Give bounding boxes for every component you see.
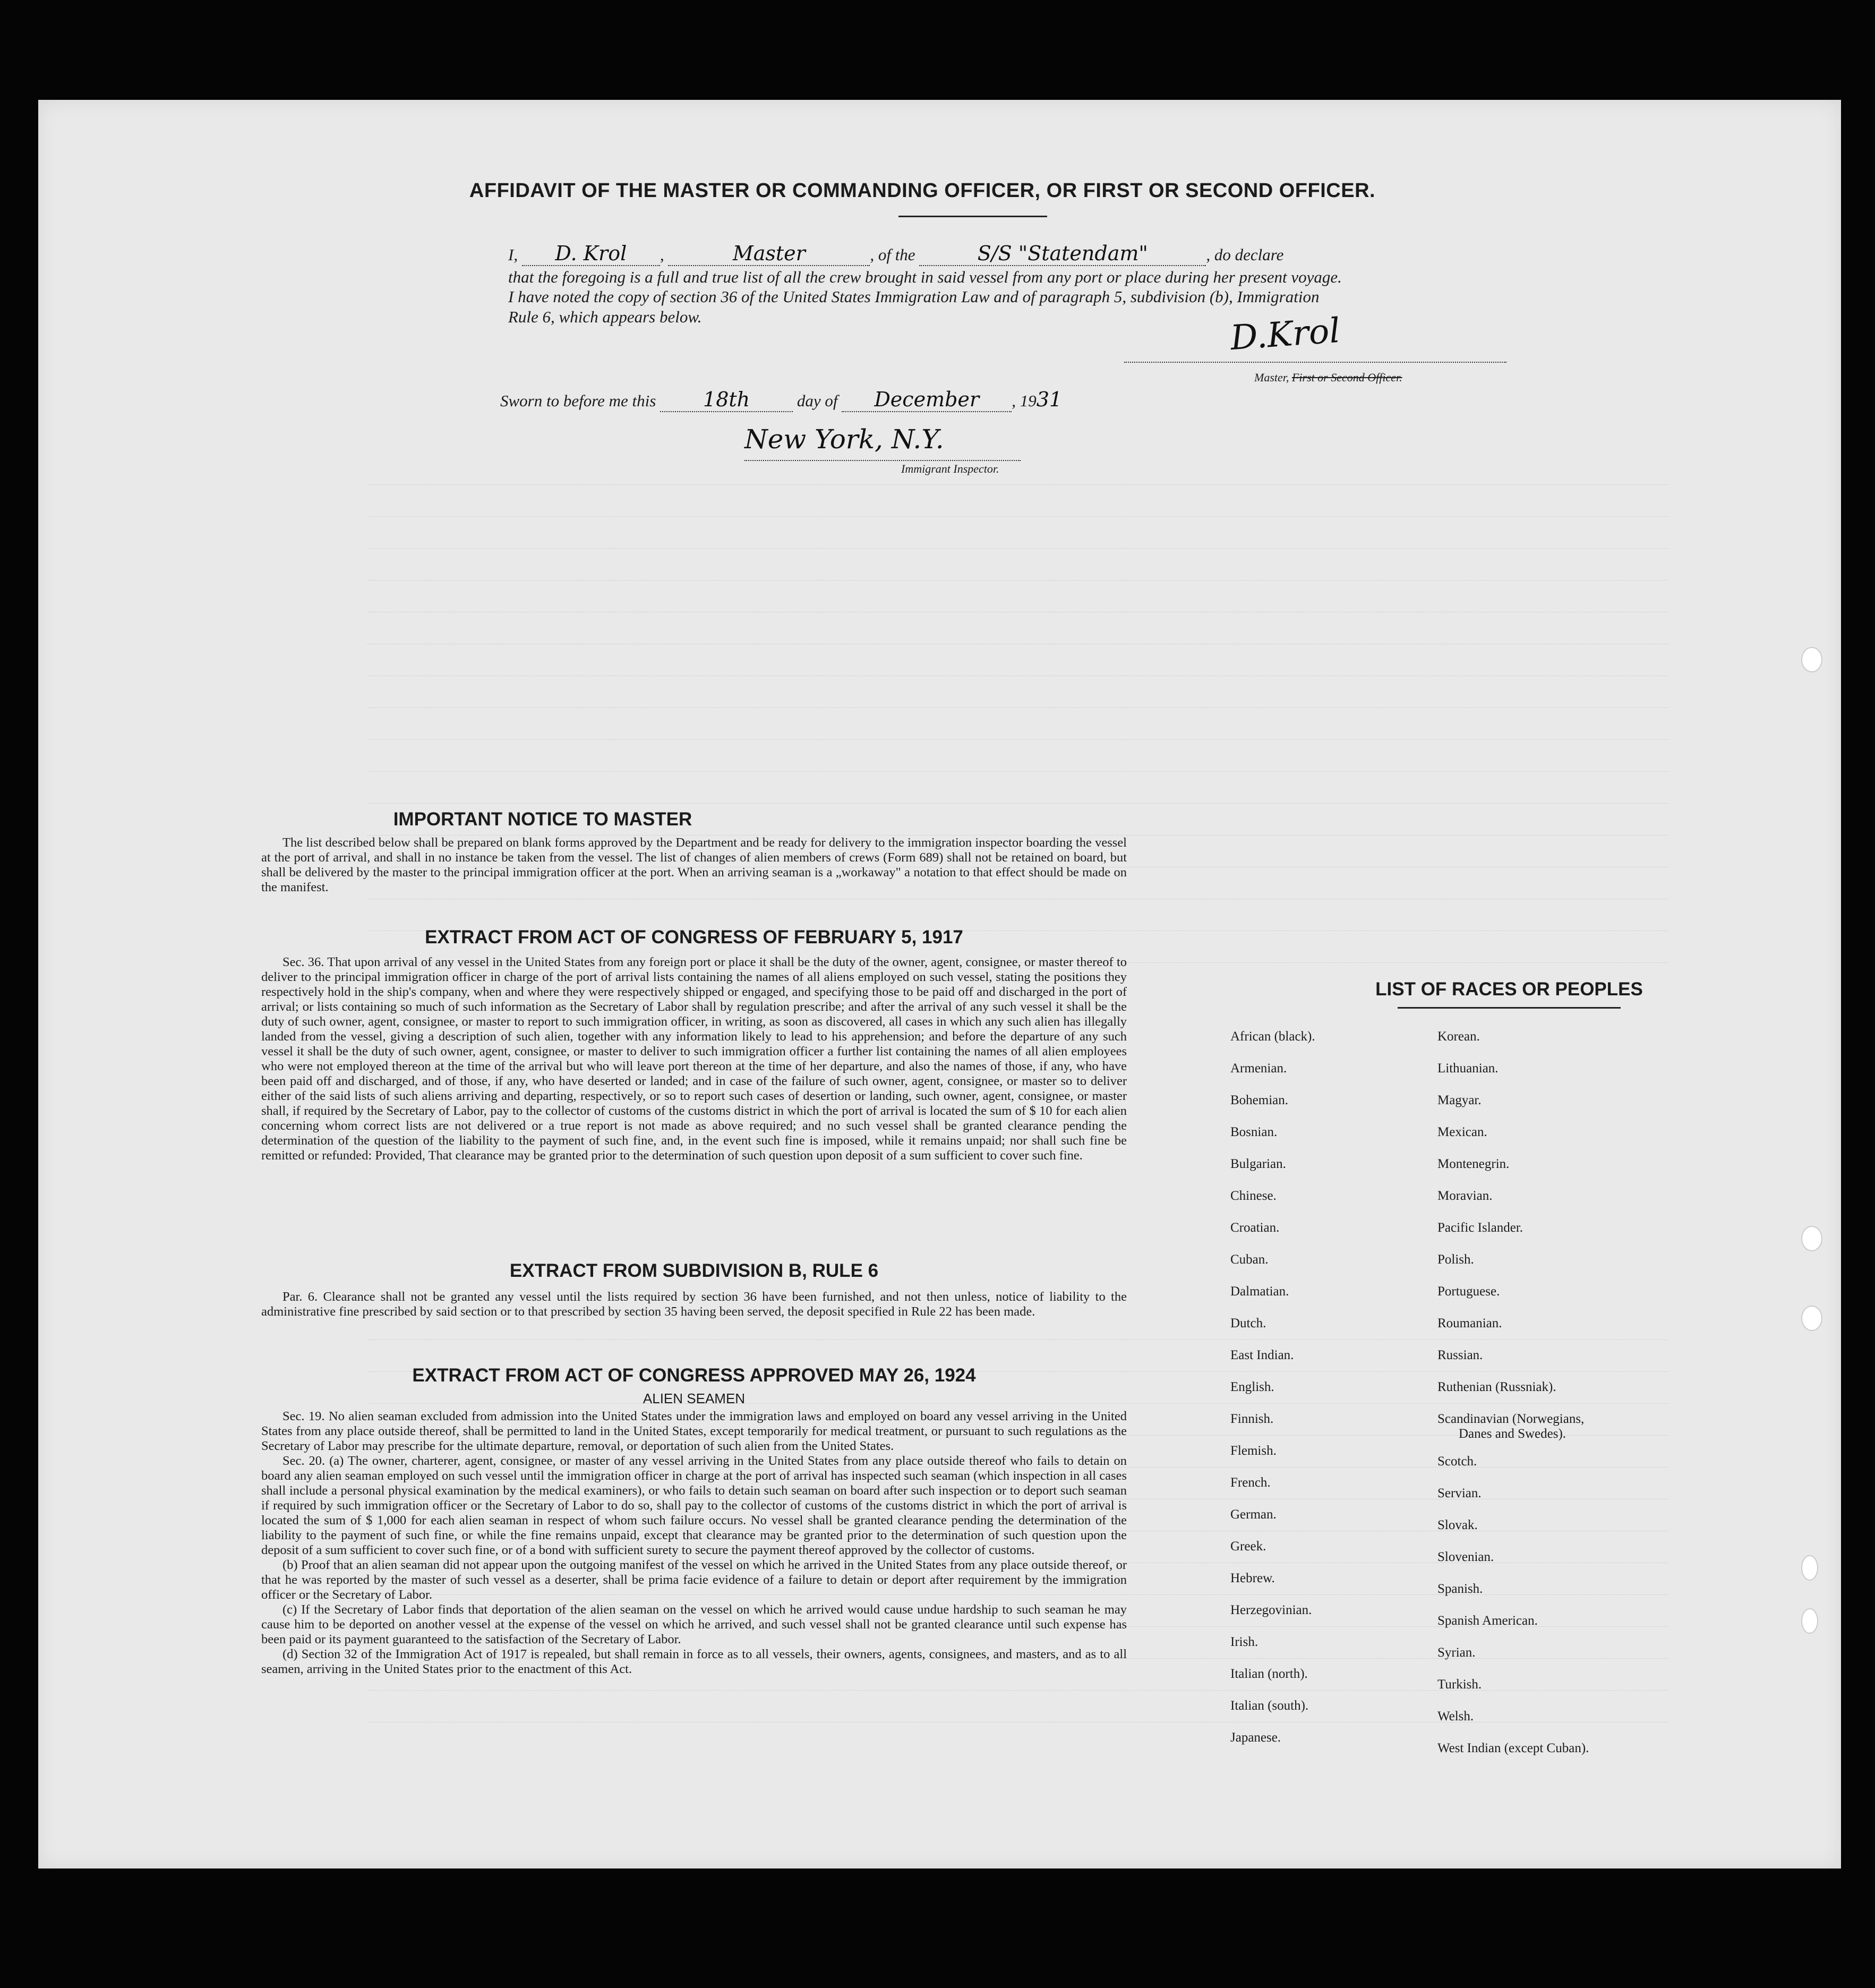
race-item: Spanish.: [1437, 1582, 1483, 1596]
notice-heading: IMPORTANT NOTICE TO MASTER: [393, 809, 692, 830]
extract-1924-sec19: Sec. 19. No alien seaman excluded from admission into the United States under the immigration laws and employed on board any vessel arriving in the United States from any place outside thereof, shall be permitted to land in the United States, except temporarily for medical treatment, or pursuant to such regulations as the Secretary of Labor may prescribe for the ultimate departure, removal, or deportation of such alien from the United States.: [261, 1409, 1127, 1453]
race-item: Russian.: [1437, 1348, 1483, 1362]
extract-1924-sec20d: (d) Section 32 of the Immigration Act of 1917 is repealed, but shall remain in force as to all vessels, their owners, agents, consignees, and masters, and as to all seamen, arriving in the United States prior to the enactment of this Act.: [261, 1647, 1127, 1676]
race-item: Scandinavian (Norwegians,: [1437, 1412, 1585, 1426]
race-item: Syrian.: [1437, 1645, 1476, 1660]
affidavit-line-1: [508, 243, 1283, 266]
race-item: English.: [1230, 1380, 1274, 1394]
sworn-place: New York, N.Y.: [744, 424, 944, 455]
rule6-text: Par. 6. Clearance shall not be granted any vessel until the lists required by section 36 have been furnished, and not then unless, notice of liability to the administrative fine prescribed by said section or to that prescribed by section 35 having been served, the deposit specified in Rule 22 has been made.: [261, 1290, 1127, 1319]
rule6-text-block: [261, 1290, 1127, 1319]
race-item: Cuban.: [1230, 1252, 1269, 1267]
document-sheet: [38, 100, 1841, 1868]
affidavit-prefix: I,: [508, 245, 518, 264]
race-item: Armenian.: [1230, 1061, 1287, 1076]
affidavit-of-the: , of the: [870, 245, 915, 264]
vessel-name: S/S "Statendam": [977, 242, 1148, 265]
race-item: Herzegovinian.: [1230, 1603, 1312, 1617]
races-right-column: [1437, 1029, 1767, 1858]
race-item: Spanish American.: [1437, 1614, 1538, 1628]
inspector-label: Immigrant Inspector.: [901, 462, 999, 475]
caption-struck-officer: First or Second Officer.: [1291, 371, 1402, 384]
race-item: Bohemian.: [1230, 1093, 1289, 1107]
extract-1917-heading: EXTRACT FROM ACT OF CONGRESS OF FEBRUARY 5, 1917: [425, 927, 963, 948]
race-item: Finnish.: [1230, 1412, 1274, 1426]
extract-1924-heading: EXTRACT FROM ACT OF CONGRESS APPROVED MAY 26, 1924: [412, 1365, 976, 1386]
race-item: East Indian.: [1230, 1348, 1294, 1362]
race-item: Turkish.: [1437, 1677, 1482, 1692]
inspector-line: [744, 460, 1021, 461]
race-item: Scotch.: [1437, 1454, 1477, 1469]
affidavit-comma: ,: [660, 245, 664, 264]
race-item: Portuguese.: [1437, 1284, 1500, 1299]
sworn-year-prefix: , 19: [1012, 391, 1037, 410]
extract-1917-text-block: [261, 955, 1127, 1163]
race-item: Roumanian.: [1437, 1316, 1502, 1330]
sworn-day: 18th: [703, 388, 750, 411]
punch-hole: [1801, 1555, 1818, 1581]
signature-line: [1124, 362, 1506, 363]
race-item: German.: [1230, 1507, 1277, 1522]
race-item: Dutch.: [1230, 1316, 1266, 1330]
race-item: Italian (north).: [1230, 1667, 1308, 1681]
notice-text-block: [261, 835, 1127, 895]
master-name: D. Krol: [555, 242, 627, 265]
race-item: Polish.: [1437, 1252, 1474, 1267]
extract-1924-sec20c: (c) If the Secretary of Labor finds that deportation of the alien seaman on the vessel on which he arrived would cause undue hardship to such seaman he may cause him to be deported on another vessel at the expense of the vessel on which he arrived, and such vessel shall not be granted clearance until such expense has been paid or its payment guaranteed to the satisfaction of the Secretary of Labor.: [261, 1602, 1127, 1646]
race-item: Bulgarian.: [1230, 1157, 1286, 1171]
sworn-line: [500, 389, 1062, 412]
affidavit-line-3: I have noted the copy of section 36 of the United States Immigration Law and of paragraph 5, subdivision (b), Immigration: [508, 287, 1320, 306]
race-item: Slovenian.: [1437, 1550, 1494, 1564]
race-item: African (black).: [1230, 1029, 1315, 1044]
affidavit-line-4: Rule 6, which appears below.: [508, 308, 702, 326]
extract-1917-text: Sec. 36. That upon arrival of any vessel in the United States from any foreign port or place it shall be the duty of the owner, agent, consignee, or master thereof to deliver to the principal immigration officer in charge of the port of arrival lists containing the names of all aliens employed on such vessel, stating the positions they respectively hold in the ship's company, when and where they were respectively shipped or engaged, and specifying those to be paid off and discharged in the port of arrival; or lists containing so much of such information as the Secretary of Labor shall by regulation prescribe; and after the arrival of any such vessel it shall be the duty of such owner, agent, consignee, or master to report to such immigration officer, in writing, as soon as discovered, all cases in which any such alien has illegally landed from the vessel, giving a description of such alien, together with any information likely to lead to his apprehension; and before the departure of any such vessel it shall be the duty of such owner, agent, consignee, or master to deliver to such immigration officer a further list containing the names of all alien employees who were not employed thereon at the time of the arrival but who will leave port thereon at the time of her departure, and also the names of those, if any, who have been paid off and discharged, and of those, if any, who have deserted or landed; and in case of the failure of such owner, agent, consignee, or master so to deliver either of the said lists of such aliens arriving and departing, respectively, or so to report such cases of desertion or landing, such owner, agent, consignee, or master shall, if required by the Secretary of Labor, pay to the collector of customs of the customs district in which the port of arrival is located the sum of $ 10 for each alien concerning whom correct lists are not delivered or a true report is not made as above required; and no such vessel shall be granted clearance pending the determination of the question of the liability to the payment of such fine, and, in the event such fine is imposed, while it remains unpaid; nor shall such fine be remitted or refunded: Provided, That clearance may be granted prior to the determination of such question upon deposit of a sum sufficient to cover such fine.: [261, 955, 1127, 1163]
sworn-year: 31: [1036, 388, 1063, 411]
master-signature: D.Krol: [1229, 311, 1342, 359]
race-item: Ruthenian (Russniak).: [1437, 1380, 1556, 1394]
races-heading: LIST OF RACES OR PEOPLES: [1375, 979, 1643, 1000]
race-item: Flemish.: [1230, 1444, 1277, 1458]
race-item: Lithuanian.: [1437, 1061, 1499, 1076]
notice-text: The list described below shall be prepared on blank forms approved by the Department and be ready for delivery to the immigration inspector boarding the vessel at the port of arrival, and shall in no instance be taken from the vessel. The list of changes of alien members of crews (Form 689) shall not be retained on board, but shall be delivered by the master to the principal immigration officer at the port. When an arriving seaman is a „workaway" a notation to that effect should be made on the manifest.: [261, 835, 1127, 894]
extract-1924-sec20a: Sec. 20. (a) The owner, charterer, agent, consignee, or master of any vessel arriving in the United States from any place outside thereof who fails to detain on board any alien seaman employed on such vessel until the immigration officer in charge at the port of arrival has inspected such seaman (which inspection in all cases shall include a personal physical examination by the medical examiners), or who fails to detain such seaman on board after such inspection or to deport such seaman if required by such immigration officer or the Secretary of Labor to do so, shall pay to the collector of customs of the customs district in which the port of arrival is located the sum of $ 1,000 for each alien seaman in respect of whom such failure occurs. No vessel shall be granted clearance pending the determination of the liability to the payment of such fine, or while the fine remains unpaid, except that clearance may be granted prior to the determination of such question upon the deposit of a sum sufficient to cover such fine, or of a bond with sufficient surety to secure the payment thereof approved by the collector of customs.: [261, 1454, 1127, 1557]
race-item: Croatian.: [1230, 1221, 1280, 1235]
affidavit-line-2: that the foregoing is a full and true list of all the crew brought in said vessel from any port or place during her present voyage.: [508, 268, 1342, 286]
race-item: Montenegrin.: [1437, 1157, 1510, 1171]
title-rule: [898, 216, 1047, 217]
race-item: Slovak.: [1437, 1518, 1478, 1532]
race-item: Chinese.: [1230, 1189, 1277, 1203]
race-item: Pacific Islander.: [1437, 1221, 1523, 1235]
race-item: Welsh.: [1437, 1709, 1474, 1723]
race-item: Greek.: [1230, 1539, 1266, 1554]
race-item: French.: [1230, 1475, 1271, 1490]
race-item: Irish.: [1230, 1635, 1258, 1649]
race-item: Servian.: [1437, 1486, 1482, 1500]
race-item: Japanese.: [1230, 1730, 1281, 1745]
affidavit-title: AFFIDAVIT OF THE MASTER OR COMMANDING OFFICER, OR FIRST OR SECOND OFFICER.: [469, 180, 1376, 202]
race-item: Danes and Swedes).: [1459, 1427, 1566, 1441]
sworn-prefix: Sworn to before me this: [500, 391, 656, 410]
race-item: West Indian (except Cuban).: [1437, 1741, 1589, 1755]
punch-hole: [1801, 647, 1822, 672]
race-item: Dalmatian.: [1230, 1284, 1289, 1299]
punch-hole: [1801, 1226, 1822, 1251]
race-item: Korean.: [1437, 1029, 1480, 1044]
sworn-month: December: [874, 388, 980, 411]
rule6-heading: EXTRACT FROM SUBDIVISION B, RULE 6: [509, 1260, 879, 1281]
extract-1924-sec20b: (b) Proof that an alien seaman did not appear upon the outgoing manifest of the vessel on which he arrived in the United States from any place outside thereof, or that he was reported by the master of such vessel as a deserter, shall be prima facie evidence of a failure to detain or deport after requirement by the immigration officer or the Secretary of Labor.: [261, 1558, 1127, 1602]
races-heading-rule: [1398, 1007, 1621, 1009]
officer-rank: Master: [732, 242, 806, 265]
affidavit-declare: , do declare: [1206, 245, 1284, 264]
race-item: Mexican.: [1437, 1125, 1487, 1139]
race-item: Moravian.: [1437, 1189, 1493, 1203]
extract-1924-subheading: ALIEN SEAMEN: [643, 1390, 746, 1406]
caption-master: Master,: [1254, 371, 1289, 384]
race-item: Hebrew.: [1230, 1571, 1275, 1585]
races-left-column: [1230, 1029, 1453, 1858]
race-item: Magyar.: [1437, 1093, 1482, 1107]
extract-1924-text-block: [261, 1409, 1127, 1677]
punch-hole: [1801, 1608, 1818, 1634]
sworn-day-of: day of: [797, 391, 838, 410]
master-signature-block: [1124, 311, 1506, 373]
race-item: Italian (south).: [1230, 1699, 1309, 1713]
punch-hole: [1801, 1306, 1822, 1331]
race-item: Bosnian.: [1230, 1125, 1278, 1139]
signature-caption: [1254, 371, 1402, 385]
